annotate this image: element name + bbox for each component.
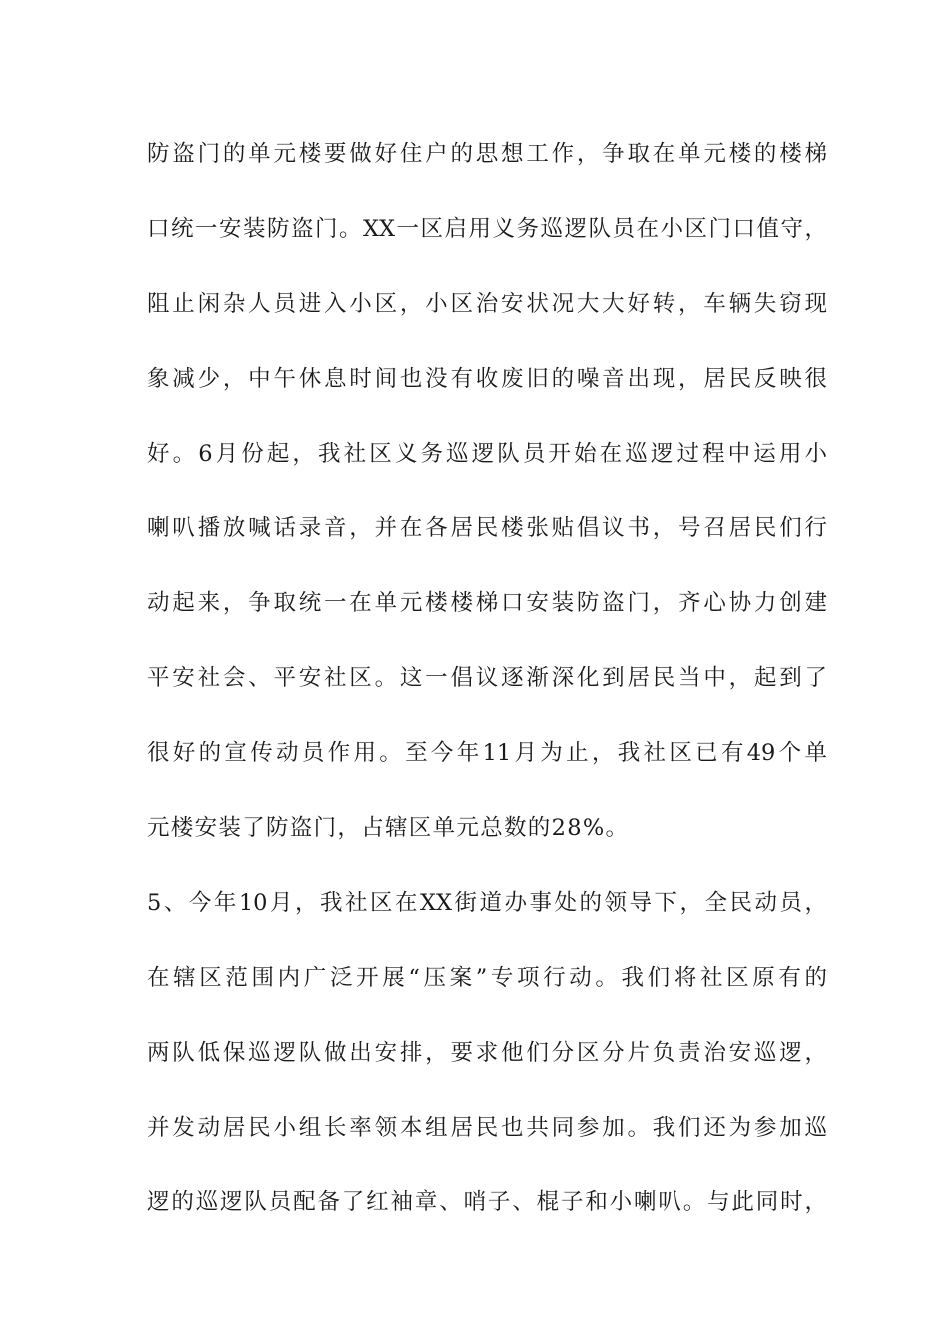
text-line: 5、今年10月，我社区在XX街道办事处的领导下，全民动员，	[147, 889, 827, 916]
text-line: 口统一安装防盗门。XX一区启用义务巡逻队员在小区门口值守，	[147, 215, 827, 242]
body-text	[147, 132, 827, 1255]
text-line: 在辖区范围内广泛开展“压案”专项行动。我们将社区原有的	[147, 964, 827, 991]
text-line: 好。6月份起，我社区义务巡逻队员开始在巡逻过程中运用小	[147, 440, 827, 467]
text-line: 防盗门的单元楼要做好住户的思想工作，争取在单元楼的楼梯	[147, 141, 827, 167]
text-line: 喇叭播放喊话录音，并在各居民楼张贴倡议书，号召居民们行	[147, 515, 827, 542]
text-line: 阻止闲杂人员进入小区，小区治安状况大大好转，车辆失窃现	[147, 290, 827, 317]
text-line: 动起来，争取统一在单元楼楼梯口安装防盗门，齐心协力创建	[147, 590, 827, 617]
text-line: 逻的巡逻队员配备了红袖章、哨子、棍子和小喇叭。与此同时，	[147, 1189, 827, 1216]
text-line: 两队低保巡逻队做出安排，要求他们分区分片负责治安巡逻，	[147, 1039, 827, 1066]
text-line: 元楼安装了防盗门，占辖区单元总数的28%。	[147, 815, 630, 842]
text-line: 象减少，中午休息时间也没有收废旧的噪音出现，居民反映很	[147, 365, 827, 392]
text-line: 平安社会、平安社区。这一倡议逐渐深化到居民当中，起到了	[147, 665, 827, 692]
text-line: 并发动居民小组长率领本组居民也共同参加。我们还为参加巡	[147, 1114, 827, 1141]
text-line: 很好的宣传动员作用。至今年11月为止，我社区已有49个单	[147, 740, 827, 767]
